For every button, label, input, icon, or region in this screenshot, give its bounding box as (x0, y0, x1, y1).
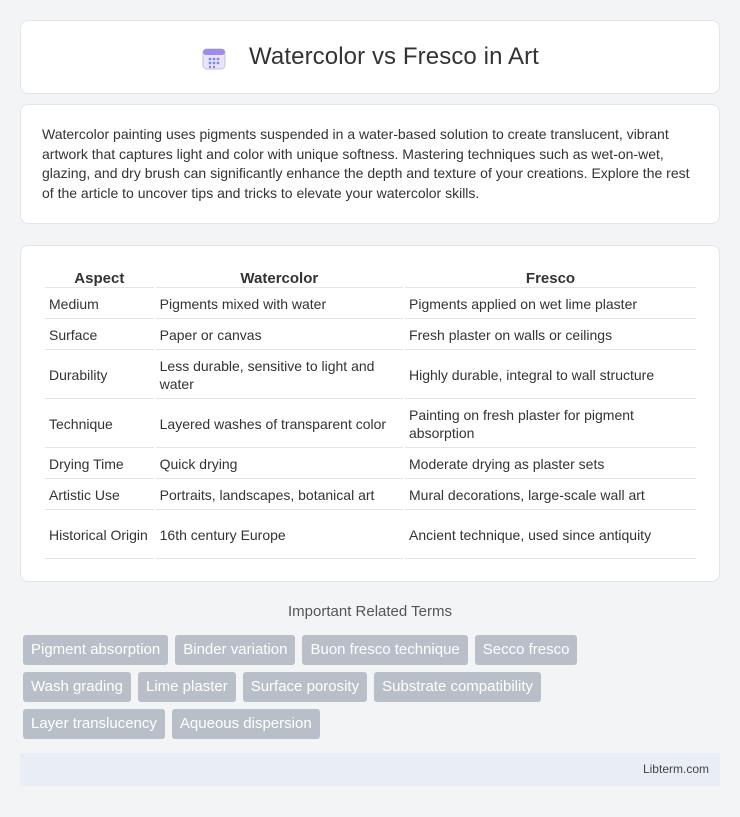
term-tag[interactable]: Secco fresco (475, 635, 578, 665)
comparison-card (20, 245, 720, 582)
cell-aspect: Historical Origin (45, 512, 154, 559)
related-terms-list (23, 635, 723, 746)
term-tag[interactable]: Buon fresco technique (302, 635, 467, 665)
intro-card (20, 104, 720, 224)
table-row (45, 401, 696, 448)
intro-paragraph: Watercolor painting uses pigments suspended in a water-based solution to create translucent, vibrant artwork that captures light and color with unique softness. Mastering techniques such as wet-on-wet, glazing, and dry brush can significantly enhance the depth and texture of your creations. Explore the rest of the article to uncover tips and tricks to elevate your watercolor skills. (42, 126, 690, 201)
term-tag[interactable]: Aqueous dispersion (172, 709, 320, 739)
cell-aspect: Technique (45, 401, 154, 448)
cell-watercolor: 16th century Europe (156, 512, 403, 559)
term-tag[interactable]: Layer translucency (23, 709, 165, 739)
cell-fresco: Fresh plaster on walls or ceilings (405, 321, 696, 350)
table-row (45, 481, 696, 510)
cell-watercolor: Portraits, landscapes, botanical art (156, 481, 403, 510)
footer (20, 753, 720, 786)
tag-row (23, 709, 723, 739)
footer-link[interactable]: Libterm.com (642, 762, 709, 776)
tag-row (23, 672, 723, 702)
tag-row (23, 635, 723, 665)
table-row (45, 512, 696, 559)
table-header-row (45, 267, 696, 288)
cell-fresco: Ancient technique, used since antiquity (405, 512, 696, 559)
table-row (45, 290, 696, 319)
cell-watercolor: Pigments mixed with water (156, 290, 403, 319)
header-watercolor: Watercolor (156, 267, 403, 288)
cell-fresco: Painting on fresh plaster for pigment absorption (405, 401, 696, 448)
term-tag[interactable]: Wash grading (23, 672, 131, 702)
cell-aspect: Surface (45, 321, 154, 350)
page-title: Watercolor vs Fresco in Art (249, 43, 539, 70)
cell-fresco: Moderate drying as plaster sets (405, 450, 696, 479)
table-row (45, 450, 696, 479)
term-tag[interactable]: Surface porosity (243, 672, 367, 702)
cell-watercolor: Paper or canvas (156, 321, 403, 350)
table-row (45, 321, 696, 350)
term-tag[interactable]: Substrate compatibility (374, 672, 541, 702)
title-card (20, 20, 720, 94)
cell-fresco: Highly durable, integral to wall structure (405, 352, 696, 399)
table-row (45, 352, 696, 399)
term-tag[interactable]: Lime plaster (138, 672, 236, 702)
term-tag[interactable]: Binder variation (175, 635, 295, 665)
cell-aspect: Artistic Use (45, 481, 154, 510)
cell-watercolor: Less durable, sensitive to light and water (156, 352, 403, 399)
header-aspect: Aspect (45, 267, 154, 288)
header-fresco: Fresco (405, 267, 696, 288)
related-terms-heading: Important Related Terms (288, 603, 452, 620)
calendar-grid-icon (201, 45, 227, 71)
term-tag[interactable]: Pigment absorption (23, 635, 168, 665)
cell-fresco: Pigments applied on wet lime plaster (405, 290, 696, 319)
cell-fresco: Mural decorations, large-scale wall art (405, 481, 696, 510)
cell-watercolor: Quick drying (156, 450, 403, 479)
cell-aspect: Medium (45, 290, 154, 319)
cell-aspect: Drying Time (45, 450, 154, 479)
comparison-table (43, 265, 698, 561)
cell-watercolor: Layered washes of transparent color (156, 401, 403, 448)
cell-aspect: Durability (45, 352, 154, 399)
